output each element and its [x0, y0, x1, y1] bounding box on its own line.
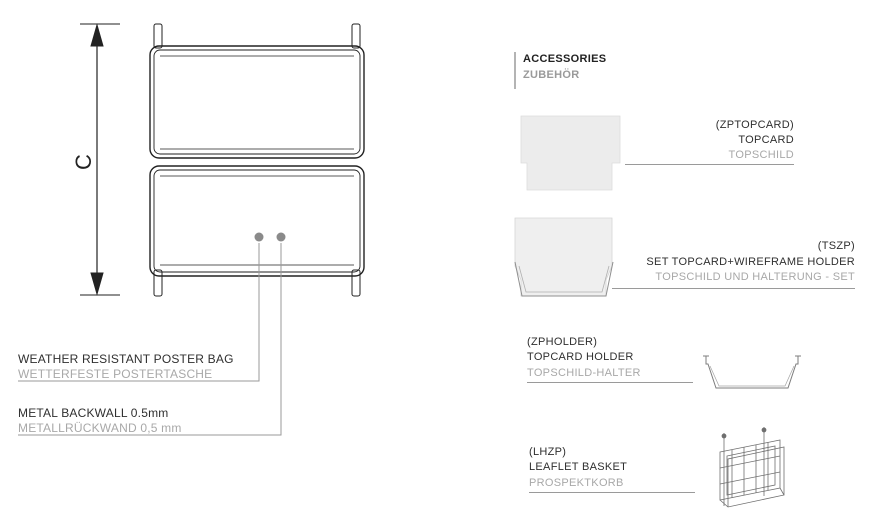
- leaflet-basket-image: [720, 427, 784, 507]
- topcard-underline: [625, 164, 794, 165]
- topcard-holder-underline: [527, 382, 693, 383]
- dimension-label: C: [71, 154, 96, 170]
- topcard-holder-name-de: TOPSCHILD-HALTER: [527, 367, 641, 379]
- backwall-label-en: METAL BACKWALL 0.5mm: [18, 406, 169, 420]
- poster-bag-label-de: WETTERFESTE POSTERTASCHE: [18, 367, 213, 381]
- topcard-set-name: SET TOPCARD+WIREFRAME HOLDER: [646, 256, 855, 268]
- poster-bag-label-en: WEATHER RESISTANT POSTER BAG: [18, 352, 234, 366]
- topcard-code: (ZPTOPCARD): [715, 119, 794, 131]
- leaflet-basket-code: (LHZP): [529, 446, 567, 458]
- callout-leaders: [18, 233, 286, 436]
- upper-poster-panel: [150, 46, 364, 158]
- topcard-holder-name: TOPCARD HOLDER: [527, 351, 634, 363]
- leaflet-basket-underline: [529, 492, 695, 493]
- topcard-set-underline: [612, 288, 855, 289]
- backwall-label-de: METALLRÜCKWAND 0,5 mm: [18, 421, 182, 435]
- accessories-title-de: ZUBEHÖR: [523, 69, 580, 81]
- topcard-name-de: TOPSCHILD: [728, 149, 794, 161]
- accessories-title: ACCESSORIES: [523, 53, 607, 65]
- lower-poster-panel: [150, 166, 364, 276]
- topcard-set-name-de: TOPSCHILD UND HALTERUNG - SET: [655, 271, 855, 283]
- leaflet-basket-name-de: PROSPEKTKORB: [529, 477, 624, 489]
- leaflet-basket-name: LEAFLET BASKET: [529, 461, 628, 473]
- topcard-name: TOPCARD: [738, 134, 794, 146]
- topcard-set-code: (TSZP): [817, 240, 855, 252]
- display-posts: [154, 24, 360, 296]
- topcard-holder-code: (ZPHOLDER): [527, 336, 598, 348]
- topcard-holder-image: [703, 356, 801, 388]
